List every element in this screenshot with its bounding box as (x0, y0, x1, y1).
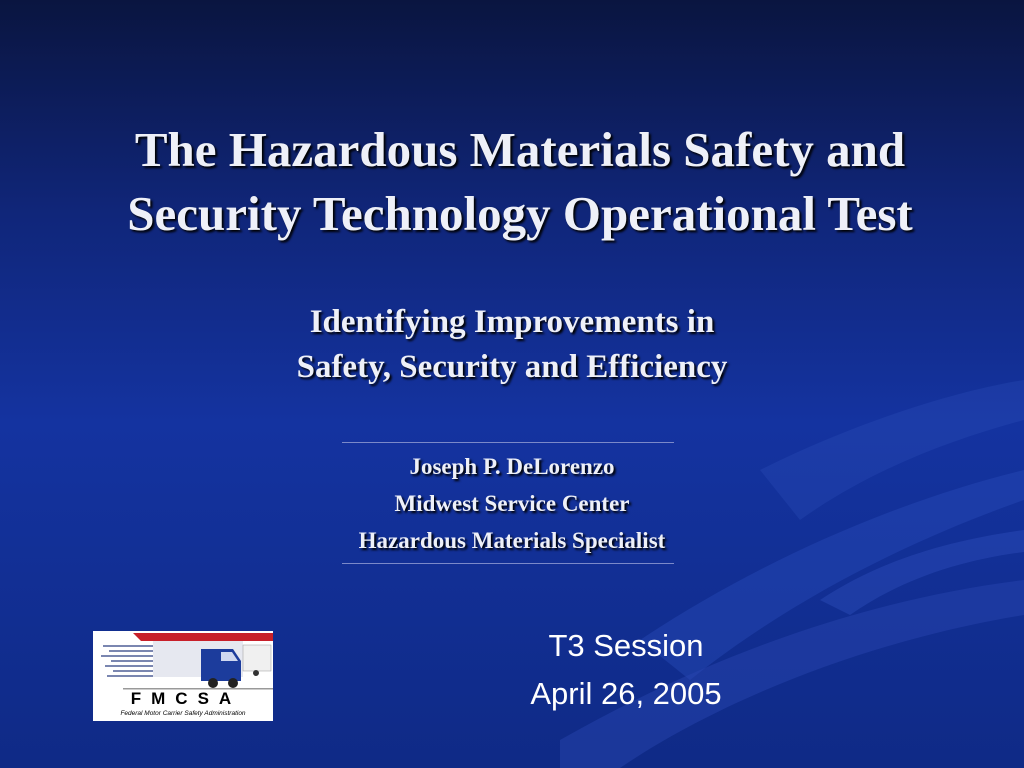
fmcsa-logo (93, 631, 273, 721)
logo-full-name: Federal Motor Carrier Safety Administration (120, 710, 246, 717)
title-line-1: The Hazardous Materials Safety and (134, 122, 906, 177)
session-block (476, 622, 776, 718)
presenter-office: Midwest Service Center (394, 491, 630, 516)
slide-subtitle (112, 300, 912, 390)
session-date: April 26, 2005 (530, 676, 722, 711)
logo-acronym: FMCSA (130, 689, 242, 708)
title-line-2: Security Technology Operational Test (127, 186, 913, 241)
subtitle-line-2: Safety, Security and Efficiency (296, 349, 728, 385)
presenter-name: Joseph P. DeLorenzo (409, 454, 615, 479)
divider-top (342, 442, 674, 443)
presenter-block (262, 448, 762, 559)
subtitle-line-1: Identifying Improvements in (309, 304, 715, 340)
divider-bottom (342, 563, 674, 564)
presenter-role: Hazardous Materials Specialist (358, 528, 666, 553)
slide-title (20, 118, 1020, 246)
session-name: T3 Session (548, 628, 704, 663)
